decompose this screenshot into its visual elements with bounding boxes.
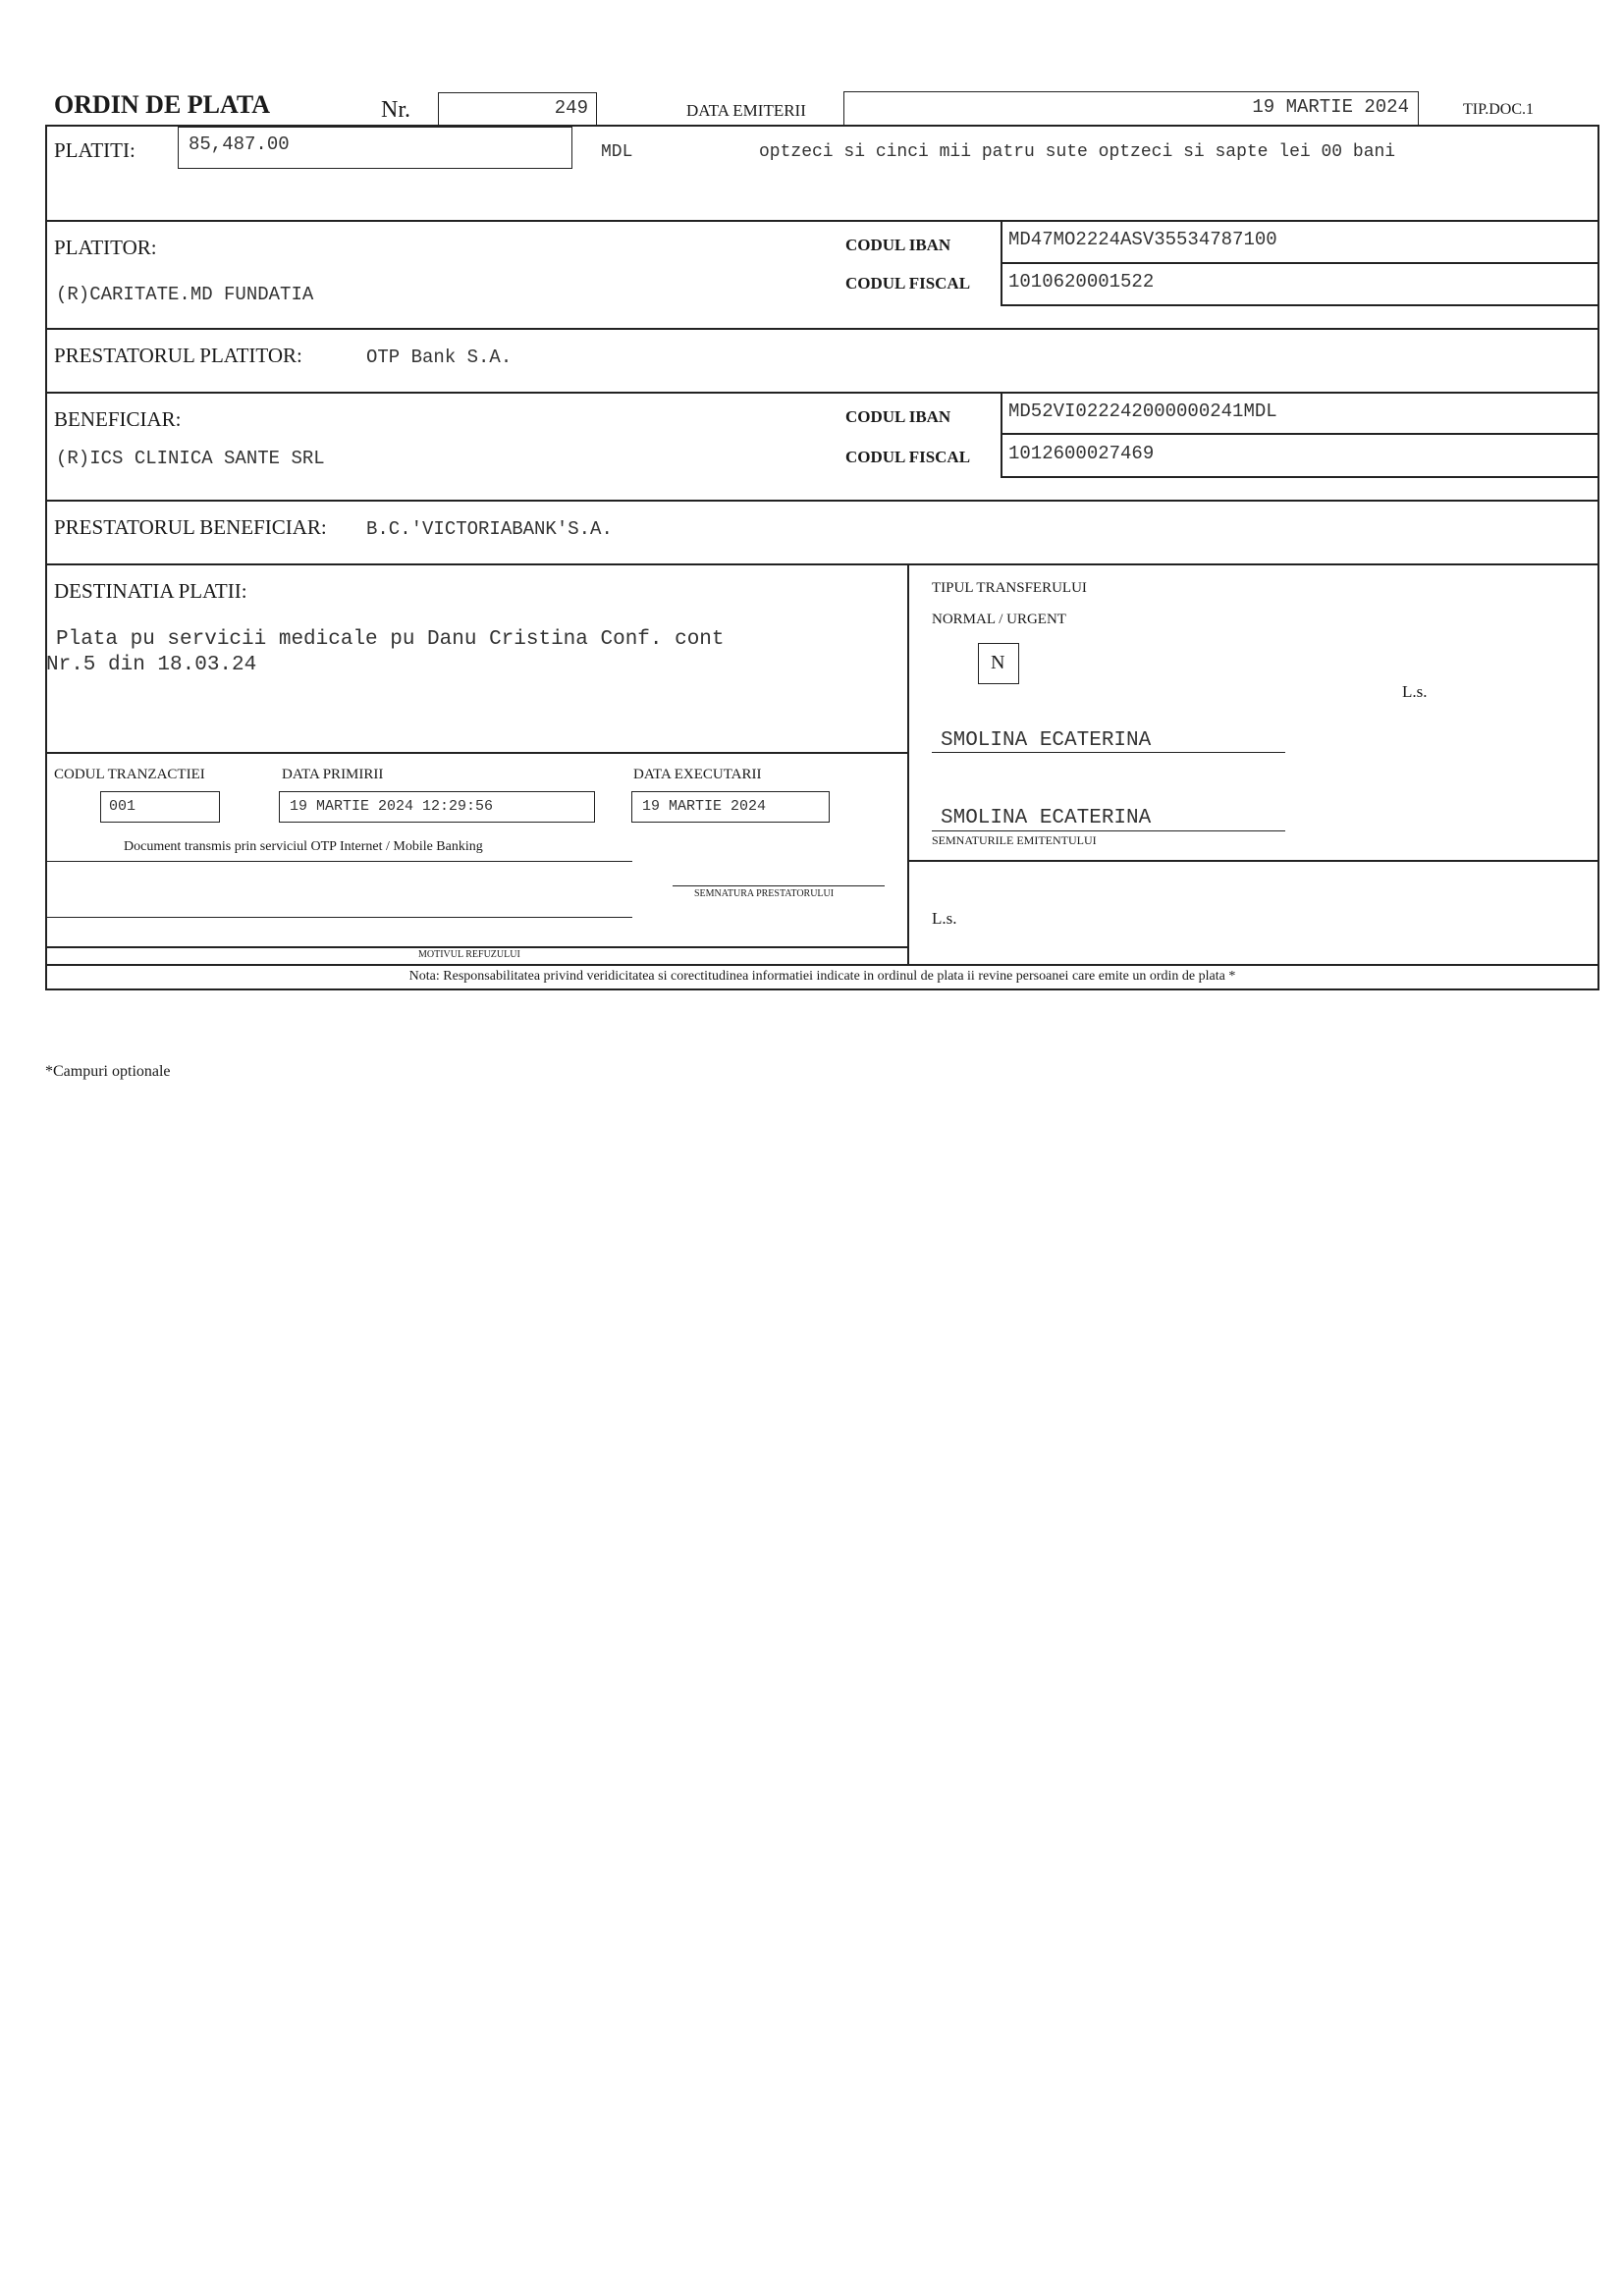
divider-bottom-inner	[45, 946, 908, 948]
payer-bank-label: PRESTATORUL PLATITOR:	[54, 344, 302, 367]
transfer-mode-label: NORMAL / URGENT	[932, 612, 1066, 627]
payer-codes-divider	[1001, 262, 1599, 264]
payer-fiscal-label: CODUL FISCAL	[845, 274, 971, 293]
divider-beneficiary	[45, 500, 1599, 502]
doc-type-label: TIP.DOC.1	[1463, 101, 1535, 118]
amount-label: PLATITI:	[54, 138, 135, 162]
transaction-code-box	[100, 791, 220, 823]
transaction-code-label: CODUL TRANZACTIEI	[54, 767, 205, 782]
amount-value: 85,487.00	[189, 133, 290, 155]
divider-payer-bank	[45, 392, 1599, 394]
execution-date-box	[631, 791, 830, 823]
order-number-label: Nr.	[381, 97, 410, 123]
beneficiary-codes-left-border	[1001, 392, 1002, 478]
issue-date-label: DATA EMITERII	[686, 101, 806, 120]
signature-line-2	[932, 830, 1285, 831]
order-number-box	[438, 92, 597, 127]
divider-footer-top	[45, 964, 1599, 966]
transfer-mode-box	[978, 643, 1019, 684]
divider-signatures	[907, 860, 1599, 862]
divider-destination	[45, 752, 908, 754]
stamp-place-label-2: L.s.	[932, 909, 957, 928]
beneficiary-iban-label: CODUL IBAN	[845, 407, 951, 426]
amount-box	[178, 127, 572, 169]
amount-in-words: optzeci si cinci mii patru sute optzeci si sapte lei 00 bani	[759, 142, 1396, 162]
issue-date-box	[843, 91, 1419, 126]
footer-note: Nota: Responsabilitatea privind veridicitatea si corectitudinea informatiei indicate in ordinul de plata ii revine persoanei care emite un ordin de plata *	[408, 969, 1236, 984]
payer-label: PLATITOR:	[54, 236, 157, 259]
amount-currency: MDL	[601, 142, 633, 162]
order-number-value: 249	[554, 97, 588, 119]
beneficiary-iban-value: MD52VI022242000000241MDL	[1008, 400, 1277, 422]
beneficiary-codes-bottom	[1001, 476, 1599, 478]
received-date-label: DATA PRIMIRII	[282, 767, 384, 782]
beneficiary-fiscal-value: 1012600027469	[1008, 443, 1155, 464]
provider-signature-line	[673, 885, 885, 886]
issuer-signature-2: SMOLINA ECATERINA	[941, 807, 1152, 829]
beneficiary-codes-divider	[1001, 433, 1599, 435]
beneficiary-bank-value: B.C.'VICTORIABANK'S.A.	[366, 518, 613, 540]
transfer-mode-value: N	[991, 652, 1005, 673]
payer-iban-value: MD47MO2224ASV35534787100	[1008, 229, 1277, 250]
signature-line-1	[932, 752, 1285, 753]
divider-beneficiary-bank	[45, 563, 1599, 565]
destination-line-1: Plata pu servicii medicale pu Danu Cristina Conf. cont	[56, 628, 725, 651]
payer-name: (R)CARITATE.MD FUNDATIA	[56, 284, 314, 305]
stamp-place-label-1: L.s.	[1402, 682, 1428, 701]
page-title: ORDIN DE PLATA	[54, 90, 271, 119]
transaction-code-value: 001	[109, 798, 136, 815]
optional-fields-note: *Campuri optionale	[45, 1063, 171, 1080]
divider-payer	[45, 328, 1599, 330]
beneficiary-bank-label: PRESTATORUL BENEFICIAR:	[54, 515, 327, 539]
beneficiary-name: (R)ICS CLINICA SANTE SRL	[56, 448, 325, 469]
payer-fiscal-value: 1010620001522	[1008, 271, 1155, 293]
issuer-signature-1: SMOLINA ECATERINA	[941, 729, 1152, 752]
divider-transmitted	[45, 861, 632, 862]
transmitted-note: Document transmis prin serviciul OTP Internet / Mobile Banking	[124, 839, 483, 854]
payer-codes-bottom	[1001, 304, 1599, 306]
beneficiary-fiscal-label: CODUL FISCAL	[845, 448, 971, 466]
refusal-reason-label: MOTIVUL REFUZULUI	[418, 949, 520, 960]
destination-line-2: Nr.5 din 18.03.24	[46, 654, 257, 676]
received-date-value: 19 MARTIE 2024 12:29:56	[290, 798, 494, 815]
frame-bottom-border	[45, 988, 1599, 990]
payer-iban-label: CODUL IBAN	[845, 236, 951, 254]
divider-refusal	[45, 917, 632, 918]
issuer-signatures-label: SEMNATURILE EMITENTULUI	[932, 833, 1097, 847]
provider-signature-label: SEMNATURA PRESTATORULUI	[694, 888, 835, 899]
execution-date-value: 19 MARTIE 2024	[642, 798, 767, 815]
center-vertical-divider	[907, 565, 909, 964]
payer-bank-value: OTP Bank S.A.	[366, 347, 513, 368]
transfer-type-label: TIPUL TRANSFERULUI	[932, 580, 1087, 596]
execution-date-label: DATA EXECUTARII	[633, 767, 762, 782]
beneficiary-label: BENEFICIAR:	[54, 407, 182, 431]
divider-amount	[45, 220, 1599, 222]
received-date-box	[279, 791, 595, 823]
destination-label: DESTINATIA PLATII:	[54, 579, 247, 603]
issue-date-value: 19 MARTIE 2024	[1252, 96, 1409, 118]
